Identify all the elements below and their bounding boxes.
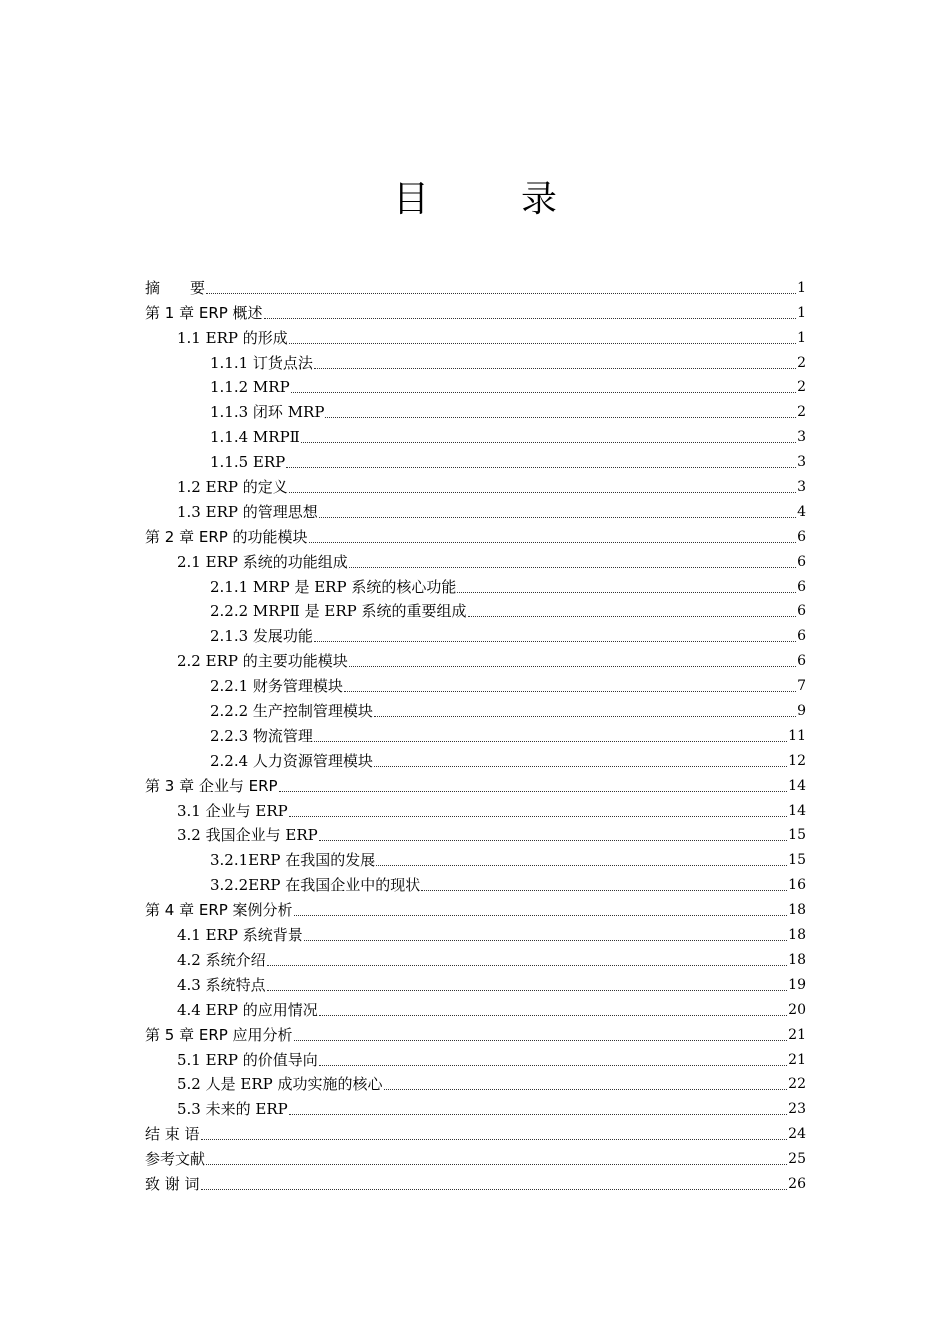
toc-entry-page-number: 22 <box>788 1076 806 1093</box>
toc-entry[interactable] <box>145 622 806 647</box>
toc-entry[interactable] <box>145 946 806 971</box>
toc-entry-page-number: 4 <box>797 503 806 520</box>
toc-entry[interactable] <box>145 797 806 822</box>
dot-leader <box>206 1164 787 1165</box>
toc-entry[interactable] <box>145 871 806 896</box>
dot-leader <box>421 890 787 891</box>
dot-leader <box>206 293 796 294</box>
toc-entry-label: 参考文献 <box>145 1150 206 1169</box>
dot-leader <box>384 1089 788 1090</box>
dot-leader <box>289 1114 787 1115</box>
dot-leader <box>301 442 796 443</box>
toc-entry-page-number: 11 <box>788 727 806 744</box>
dot-leader <box>279 791 788 792</box>
toc-entry-label: 1.1.4 MRPⅡ <box>210 428 300 447</box>
toc-entry-label: 3.2 我国企业与 ERP <box>177 826 318 845</box>
dot-leader <box>457 592 796 593</box>
toc-entry-page-number: 18 <box>788 951 806 968</box>
toc-entry-label: 2.2.1 财务管理模块 <box>210 677 343 696</box>
toc-entry-label: 4.3 系统特点 <box>177 975 266 994</box>
toc-entry[interactable] <box>145 1046 806 1071</box>
toc-entry-page-number: 12 <box>788 752 806 769</box>
toc-entry-label: 2.2.4 人力资源管理模块 <box>210 751 373 770</box>
dot-leader <box>291 392 796 393</box>
toc-entry-label: 2.1.1 MRP 是 ERP 系统的核心功能 <box>210 577 457 596</box>
toc-entry-label: 3.1 企业与 ERP <box>177 801 288 820</box>
toc-entry[interactable] <box>145 299 806 324</box>
toc-entry[interactable] <box>145 846 806 871</box>
toc-entry[interactable] <box>145 1145 806 1170</box>
toc-entry-label: 第 4 章 ERP 案例分析 <box>145 901 293 920</box>
toc-entry-label: 1.1.5 ERP <box>210 453 286 472</box>
toc-entry-page-number: 15 <box>788 852 806 869</box>
toc-entry[interactable] <box>145 423 806 448</box>
dot-leader <box>309 542 797 543</box>
toc-entry-label: 4.2 系统介绍 <box>177 950 266 969</box>
toc-entry-label: 1.1.2 MRP <box>210 378 290 397</box>
dot-leader <box>289 492 796 493</box>
toc-entry[interactable] <box>145 274 806 299</box>
dot-leader <box>344 691 796 692</box>
table-of-contents <box>145 274 806 1195</box>
toc-entry[interactable] <box>145 1071 806 1096</box>
toc-entry-label: 4.1 ERP 系统背景 <box>177 926 303 945</box>
toc-entry-page-number: 16 <box>788 877 806 894</box>
toc-entry-label: 第 1 章 ERP 概述 <box>145 303 263 322</box>
toc-entry-page-number: 6 <box>797 653 806 670</box>
toc-entry[interactable] <box>145 896 806 921</box>
toc-entry-page-number: 14 <box>788 777 806 794</box>
dot-leader <box>349 666 796 667</box>
dot-leader <box>294 915 788 916</box>
toc-entry[interactable] <box>145 747 806 772</box>
toc-entry-page-number: 6 <box>797 553 806 570</box>
toc-entry-label: 5.1 ERP 的价值导向 <box>177 1050 318 1069</box>
dot-leader <box>289 816 787 817</box>
toc-entry-label: 1.2 ERP 的定义 <box>177 478 288 497</box>
toc-entry[interactable] <box>145 448 806 473</box>
toc-entry-page-number: 26 <box>788 1175 806 1192</box>
toc-entry-page-number: 21 <box>788 1051 806 1068</box>
toc-entry-label: 第 3 章 企业与 ERP <box>145 776 278 795</box>
toc-entry[interactable] <box>145 573 806 598</box>
toc-entry-page-number: 3 <box>797 479 806 496</box>
toc-entry[interactable] <box>145 996 806 1021</box>
toc-entry[interactable] <box>145 1120 806 1145</box>
toc-entry[interactable] <box>145 523 806 548</box>
dot-leader <box>374 716 796 717</box>
dot-leader <box>319 840 787 841</box>
toc-entry-label: 2.2 ERP 的主要功能模块 <box>177 652 348 671</box>
toc-entry-page-number: 1 <box>797 279 806 296</box>
toc-entry-label: 1.1 ERP 的形成 <box>177 328 288 347</box>
toc-entry[interactable] <box>145 598 806 623</box>
toc-entry[interactable] <box>145 498 806 523</box>
toc-entry-page-number: 3 <box>797 454 806 471</box>
toc-entry[interactable] <box>145 722 806 747</box>
dot-leader <box>201 1139 788 1140</box>
toc-entry-page-number: 25 <box>788 1151 806 1168</box>
toc-entry-page-number: 1 <box>797 304 806 321</box>
toc-entry-page-number: 19 <box>788 976 806 993</box>
dot-leader <box>289 343 796 344</box>
dot-leader <box>264 318 797 319</box>
toc-entry-page-number: 18 <box>788 927 806 944</box>
toc-entry-page-number: 6 <box>797 603 806 620</box>
toc-entry-label: 1.3 ERP 的管理思想 <box>177 502 318 521</box>
toc-entry-page-number: 21 <box>788 1026 806 1043</box>
dot-leader <box>286 467 796 468</box>
toc-entry[interactable] <box>145 1021 806 1046</box>
toc-entry[interactable] <box>145 374 806 399</box>
toc-entry-label: 5.2 人是 ERP 成功实施的核心 <box>177 1075 383 1094</box>
toc-entry[interactable] <box>145 697 806 722</box>
dot-leader <box>201 1189 788 1190</box>
dot-leader <box>349 567 796 568</box>
toc-entry[interactable] <box>145 473 806 498</box>
toc-entry-label: 第 5 章 ERP 应用分析 <box>145 1025 293 1044</box>
dot-leader <box>314 641 796 642</box>
page-title: 目 录 <box>392 179 585 220</box>
toc-entry[interactable] <box>145 349 806 374</box>
toc-entry-label: 2.2.2 MRPⅡ 是 ERP 系统的重要组成 <box>210 602 467 621</box>
toc-entry-page-number: 2 <box>797 404 806 421</box>
toc-entry[interactable] <box>145 647 806 672</box>
toc-entry-label: 4.4 ERP 的应用情况 <box>177 1000 318 1019</box>
toc-entry-page-number: 23 <box>788 1101 806 1118</box>
toc-entry-page-number: 6 <box>797 578 806 595</box>
toc-entry-label: 摘 要 <box>145 278 206 297</box>
toc-entry-label: 3.2.1ERP 在我国的发展 <box>210 851 376 870</box>
dot-leader <box>294 1040 788 1041</box>
dot-leader <box>374 766 787 767</box>
toc-entry[interactable] <box>145 921 806 946</box>
toc-entry-page-number: 20 <box>788 1001 806 1018</box>
toc-entry-page-number: 14 <box>788 802 806 819</box>
toc-entry-page-number: 1 <box>797 329 806 346</box>
toc-entry[interactable] <box>145 772 806 797</box>
toc-entry-label: 3.2.2ERP 在我国企业中的现状 <box>210 876 421 895</box>
dot-leader <box>319 1015 787 1016</box>
dot-leader <box>267 965 788 966</box>
toc-entry-label: 2.2.2 生产控制管理模块 <box>210 702 373 721</box>
dot-leader <box>468 616 797 617</box>
toc-entry[interactable] <box>145 822 806 847</box>
dot-leader <box>319 1065 787 1066</box>
toc-entry-page-number: 3 <box>797 429 806 446</box>
toc-entry-page-number: 18 <box>788 902 806 919</box>
dot-leader <box>376 865 787 866</box>
toc-entry-label: 致 谢 词 <box>145 1174 200 1193</box>
toc-entry-label: 2.1.3 发展功能 <box>210 627 313 646</box>
toc-entry[interactable] <box>145 548 806 573</box>
toc-entry-page-number: 7 <box>797 678 806 695</box>
dot-leader <box>304 940 787 941</box>
toc-entry[interactable] <box>145 1170 806 1195</box>
toc-entry[interactable] <box>145 971 806 996</box>
toc-entry-label: 2.1 ERP 系统的功能组成 <box>177 552 348 571</box>
dot-leader <box>325 417 796 418</box>
toc-entry-label: 5.3 未来的 ERP <box>177 1100 288 1119</box>
toc-entry-label: 结 束 语 <box>145 1125 200 1144</box>
toc-entry-label: 1.1.1 订货点法 <box>210 353 313 372</box>
dot-leader <box>314 741 787 742</box>
toc-entry-page-number: 15 <box>788 827 806 844</box>
toc-entry-page-number: 24 <box>788 1126 806 1143</box>
toc-entry-page-number: 9 <box>797 703 806 720</box>
toc-entry-label: 第 2 章 ERP 的功能模块 <box>145 527 308 546</box>
toc-entry-label: 1.1.3 闭环 MRP <box>210 403 325 422</box>
toc-entry[interactable] <box>145 672 806 697</box>
toc-entry[interactable] <box>145 324 806 349</box>
toc-entry-page-number: 6 <box>797 628 806 645</box>
toc-entry[interactable] <box>145 1095 806 1120</box>
toc-entry-page-number: 2 <box>797 354 806 371</box>
dot-leader <box>267 990 788 991</box>
toc-entry-page-number: 6 <box>797 528 806 545</box>
dot-leader <box>314 368 796 369</box>
toc-entry-page-number: 2 <box>797 379 806 396</box>
dot-leader <box>319 517 796 518</box>
toc-entry-label: 2.2.3 物流管理 <box>210 726 313 745</box>
toc-entry[interactable] <box>145 398 806 423</box>
